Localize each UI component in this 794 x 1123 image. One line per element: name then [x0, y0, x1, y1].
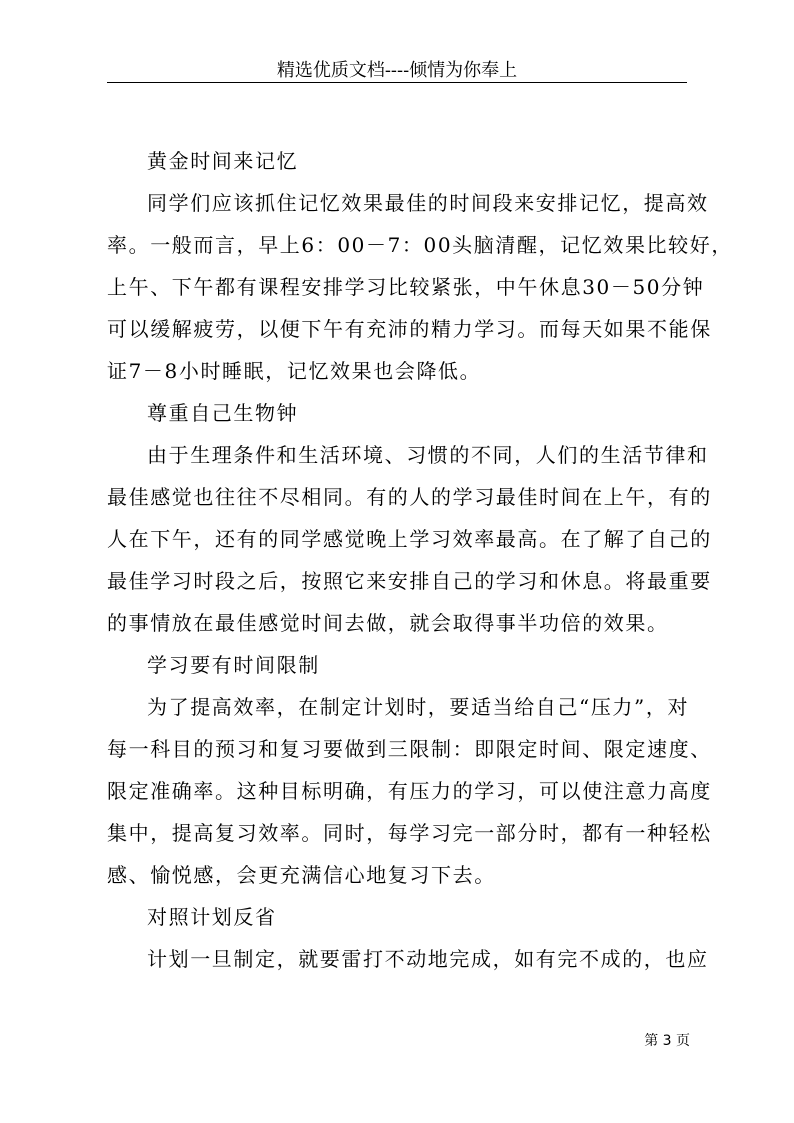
paragraph-line: 同学们应该抓住记忆效果最佳的时间段来安排记忆，提高效	[147, 191, 709, 215]
section-heading-plan-reflection: 对照计划反省	[147, 905, 277, 929]
paragraph-line: 最佳感觉也往往不尽相同。有的人的学习最佳时间在上午，有的	[107, 485, 712, 509]
page-number: 第 3 页	[644, 1033, 690, 1049]
paragraph-line: 限定准确率。这种目标明确，有压力的学习，可以使注意力高度	[107, 779, 712, 803]
paragraph-line: 集中，提高复习效率。同时，每学习完一部分时，都有一种轻松	[107, 821, 712, 845]
paragraph-line: 上午、下午都有课程安排学习比较紧张，中午休息30－50分钟	[107, 275, 705, 299]
paragraph-line: 计划一旦制定，就要雷打不动地完成，如有完不成的，也应	[147, 947, 709, 971]
paragraph-line: 最佳学习时段之后，按照它来安排自己的学习和休息。将最重要	[107, 569, 712, 593]
paragraph-line: 的事情放在最佳感觉时间去做，就会取得事半功倍的效果。	[107, 611, 669, 635]
paragraph-line: 感、愉悦感，会更充满信心地复习下去。	[107, 863, 496, 887]
section-heading-golden-time: 黄金时间来记忆	[147, 149, 299, 173]
paragraph-line: 为了提高效率，在制定计划时，要适当给自己“压力”，对	[147, 695, 690, 719]
page-header-title: 精选优质文档----倾情为你奉上	[276, 60, 518, 81]
section-heading-time-limit: 学习要有时间限制	[147, 653, 320, 677]
document-body	[107, 140, 733, 980]
paragraph-line: 人在下午，还有的同学感觉晚上学习效率最高。在了解了自己的	[107, 527, 712, 551]
header-divider	[107, 82, 687, 83]
section-heading-biological-clock: 尊重自己生物钟	[147, 401, 299, 425]
paragraph-line: 每一科目的预习和复习要做到三限制：即限定时间、限定速度、	[107, 737, 712, 761]
paragraph-line: 证7－8小时睡眠，记忆效果也会降低。	[107, 359, 482, 383]
paragraph-line: 率。一般而言，早上6：00－7：00头脑清醒，记忆效果比较好，	[107, 233, 733, 257]
paragraph-line: 可以缓解疲劳，以便下午有充沛的精力学习。而每天如果不能保	[107, 317, 712, 341]
paragraph-line: 由于生理条件和生活环境、习惯的不同，人们的生活节律和	[147, 443, 709, 467]
